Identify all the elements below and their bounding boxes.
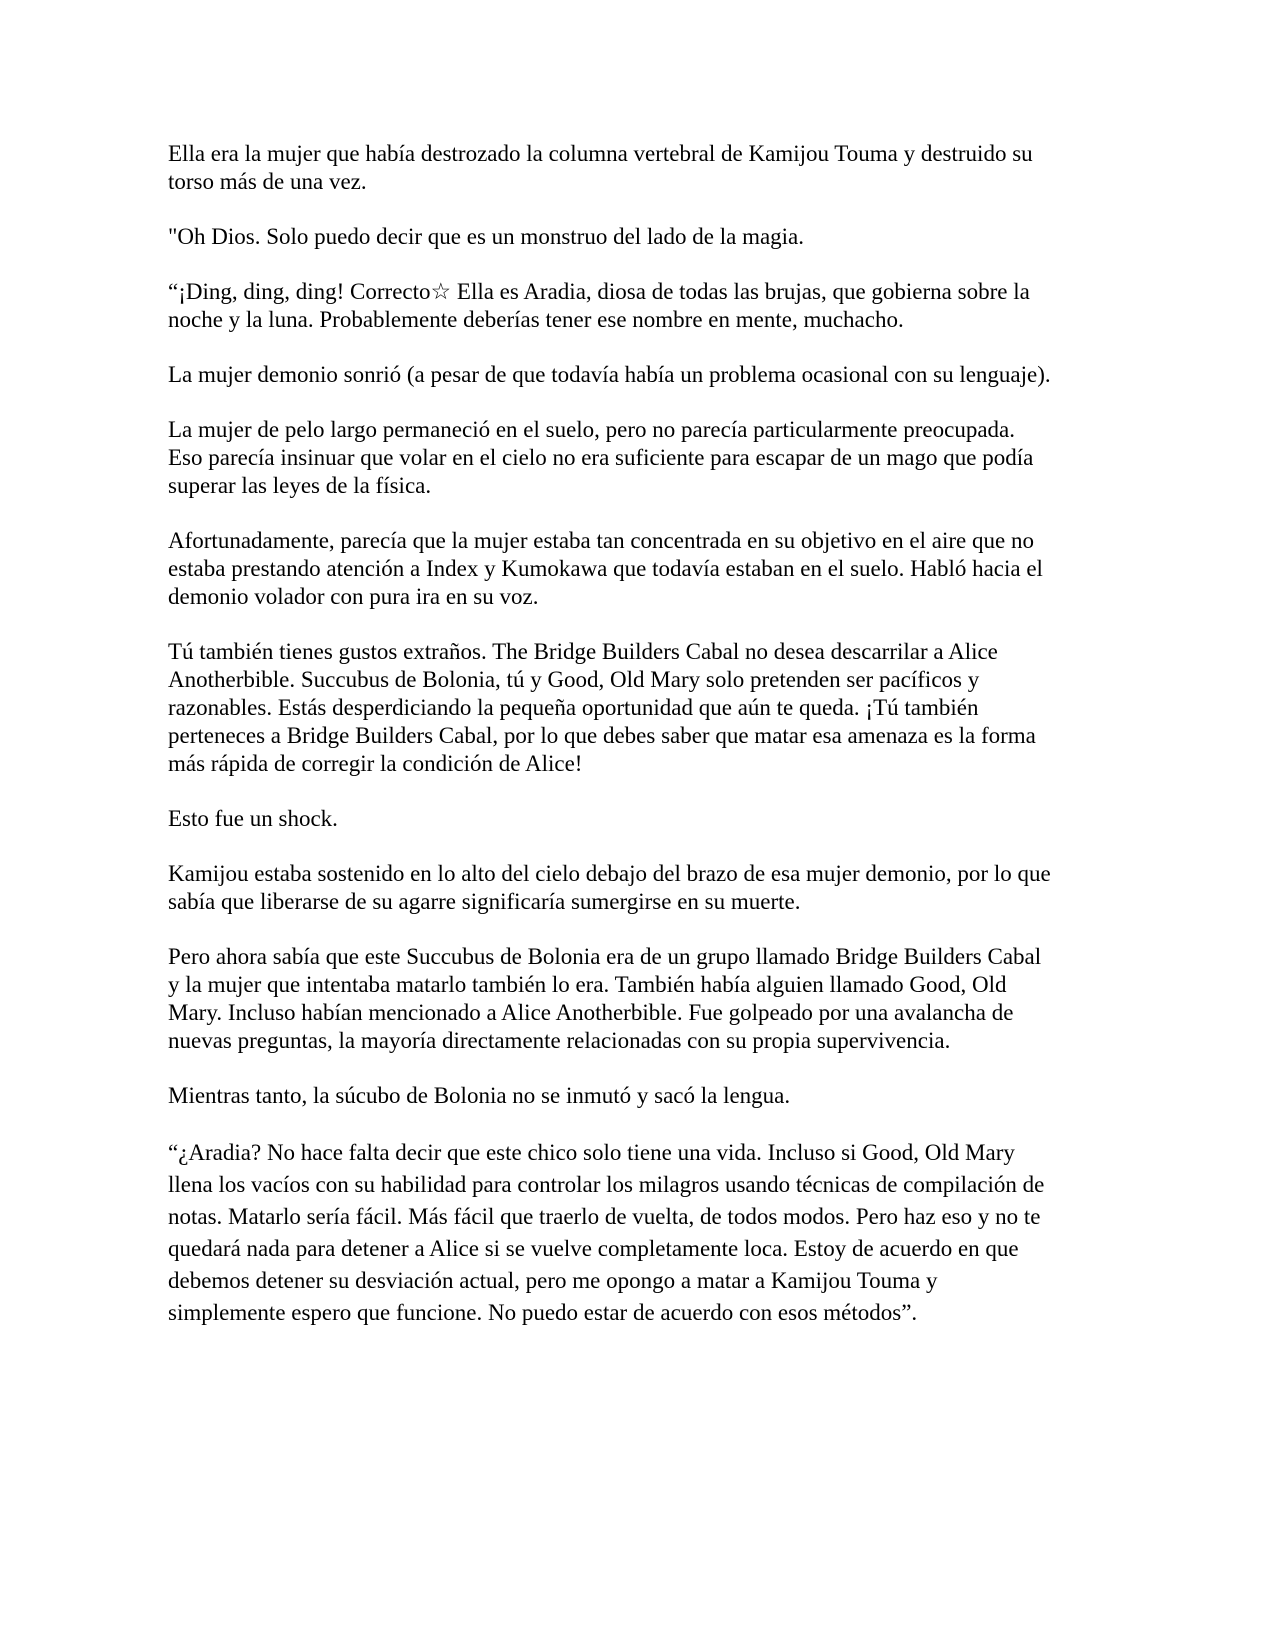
paragraph: “¿Aradia? No hace falta decir que este chico solo tiene una vida. Incluso si Good, Old Mary llena los vacíos con su habilidad para controlar los milagros usando técnicas de compilación de notas. Matarlo sería fácil. Más fácil que traerlo de vuelta, de todos modos. Pero haz eso y no te quedará nada para detener a Alice si se vuelve completamente loca. Estoy de acuerdo en que debemos detener su desviación actual, pero me opongo a matar a Kamijou Touma y simplemente espero que funcione. No puedo estar de acuerdo con esos métodos”. — [168, 1140, 1045, 1325]
paragraph: Mientras tanto, la súcubo de Bolonia no se inmutó y sacó la lengua. — [168, 1083, 791, 1108]
document-body — [168, 140, 1053, 1329]
paragraph: La mujer demonio sonrió (a pesar de que todavía había un problema ocasional con su lenguaje). — [168, 362, 1051, 387]
paragraph: Tú también tienes gustos extraños. The Bridge Builders Cabal no desea descarrilar a Alice Anotherbible. Succubus de Bolonia, tú y Good, Old Mary solo pretenden ser pacíficos y razonables. Estás desperdiciando la pequeña oportunidad que aún te queda. ¡Tú también perteneces a Bridge Builders Cabal, por lo que debes saber que matar esa amenaza es la forma más rápida de corregir la condición de Alice! — [168, 639, 1036, 776]
paragraph: “¡Ding, ding, ding! Correcto☆ Ella es Aradia, diosa de todas las brujas, que gobierna sobre la noche y la luna. Probablemente deberías tener ese nombre en mente, muchacho. — [168, 279, 1030, 332]
paragraph: Kamijou estaba sostenido en lo alto del cielo debajo del brazo de esa mujer demonio, por lo que sabía que liberarse de su agarre significaría sumergirse en su muerte. — [168, 861, 1051, 914]
paragraph: La mujer de pelo largo permaneció en el suelo, pero no parecía particularmente preocupada. Eso parecía insinuar que volar en el cielo no era suficiente para escapar de un mago que podía superar las leyes de la física. — [168, 417, 1034, 498]
paragraph: Esto fue un shock. — [168, 806, 338, 831]
paragraph: Afortunadamente, parecía que la mujer estaba tan concentrada en su objetivo en el aire que no estaba prestando atención a Index y Kumokawa que todavía estaban en el suelo. Habló hacia el demonio volador con pura ira en su voz. — [168, 528, 1043, 609]
paragraph: Pero ahora sabía que este Succubus de Bolonia era de un grupo llamado Bridge Builders Cabal y la mujer que intentaba matarlo también lo era. También había alguien llamado Good, Old Mary. Incluso habían mencionado a Alice Anotherbible. Fue golpeado por una avalancha de nuevas preguntas, la mayoría directamente relacionadas con su propia supervivencia. — [168, 944, 1042, 1053]
paragraph: Ella era la mujer que había destrozado la columna vertebral de Kamijou Touma y destruido su torso más de una vez. — [168, 141, 1033, 194]
paragraph: "Oh Dios. Solo puedo decir que es un monstruo del lado de la magia. — [168, 224, 805, 249]
